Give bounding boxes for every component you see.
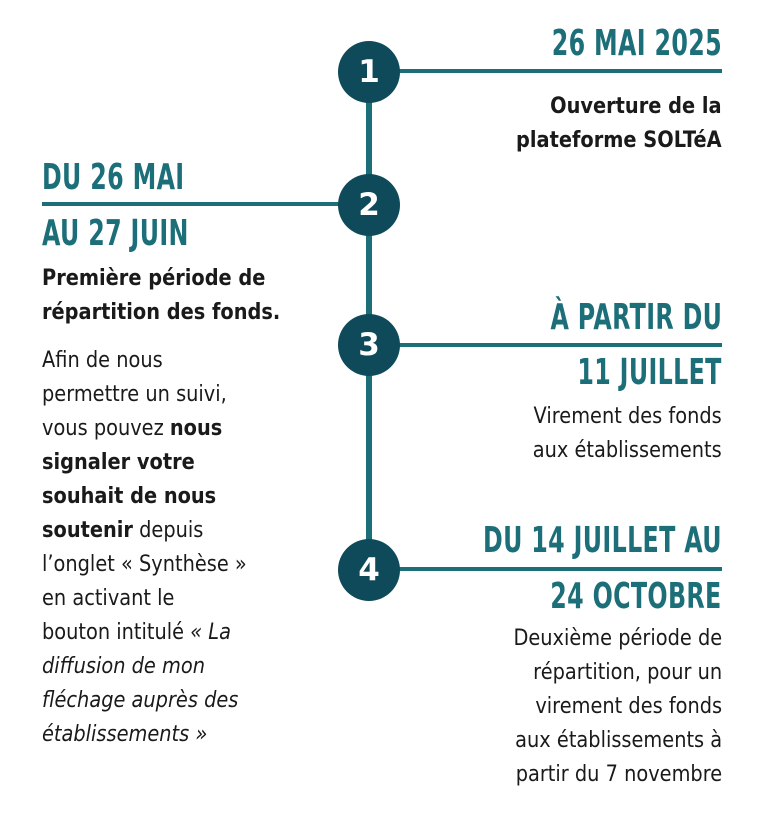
- step-1-description: Ouverture de la plateforme SOLTéA: [516, 94, 722, 153]
- step-1-date: 26 MAI 2025: [551, 23, 722, 64]
- step-3-marker: [338, 314, 400, 376]
- step-2-date-line-1: DU 26 MAI: [42, 157, 185, 198]
- step-3-date-line-2: 11 JUILLET: [577, 352, 722, 393]
- step-4-number: 4: [358, 552, 380, 588]
- step-4-date-line-2: 24 OCTOBRE: [550, 576, 722, 617]
- step-4-date-line-1: DU 14 JUILLET AU: [483, 520, 722, 561]
- step-1-number: 1: [358, 54, 380, 90]
- connector-line-4: [372, 567, 722, 571]
- step-4-description: Deuxième période de répartition, pour un virement des fonds aux établissements à partir du 7 novembre: [513, 626, 722, 787]
- step-4-marker: [338, 539, 400, 601]
- connector-line-1: [372, 69, 722, 73]
- step-2-marker: [338, 174, 400, 236]
- step-2-number: 2: [358, 187, 380, 223]
- step-1-marker: [338, 41, 400, 103]
- step-3-date-line-1: À PARTIR DU: [550, 297, 722, 338]
- connector-line-2: [42, 202, 366, 206]
- step-3-description: Virement des fonds aux établissements: [533, 404, 722, 463]
- connector-line-3: [372, 343, 722, 347]
- step-2-date-line-2: AU 27 JUIN: [42, 213, 189, 254]
- step-2-note: Afin de nous permettre un suivi, vous pouvez nous signaler votre souhait de nous soutenir depuis l’onglet « Synthèse » en activant le bouton intitulé « La diffusion de mon fléchage auprès des établissements »: [42, 348, 247, 747]
- step-2-description: Première période de répartition des fonds.: [42, 266, 281, 325]
- step-3-number: 3: [358, 327, 380, 363]
